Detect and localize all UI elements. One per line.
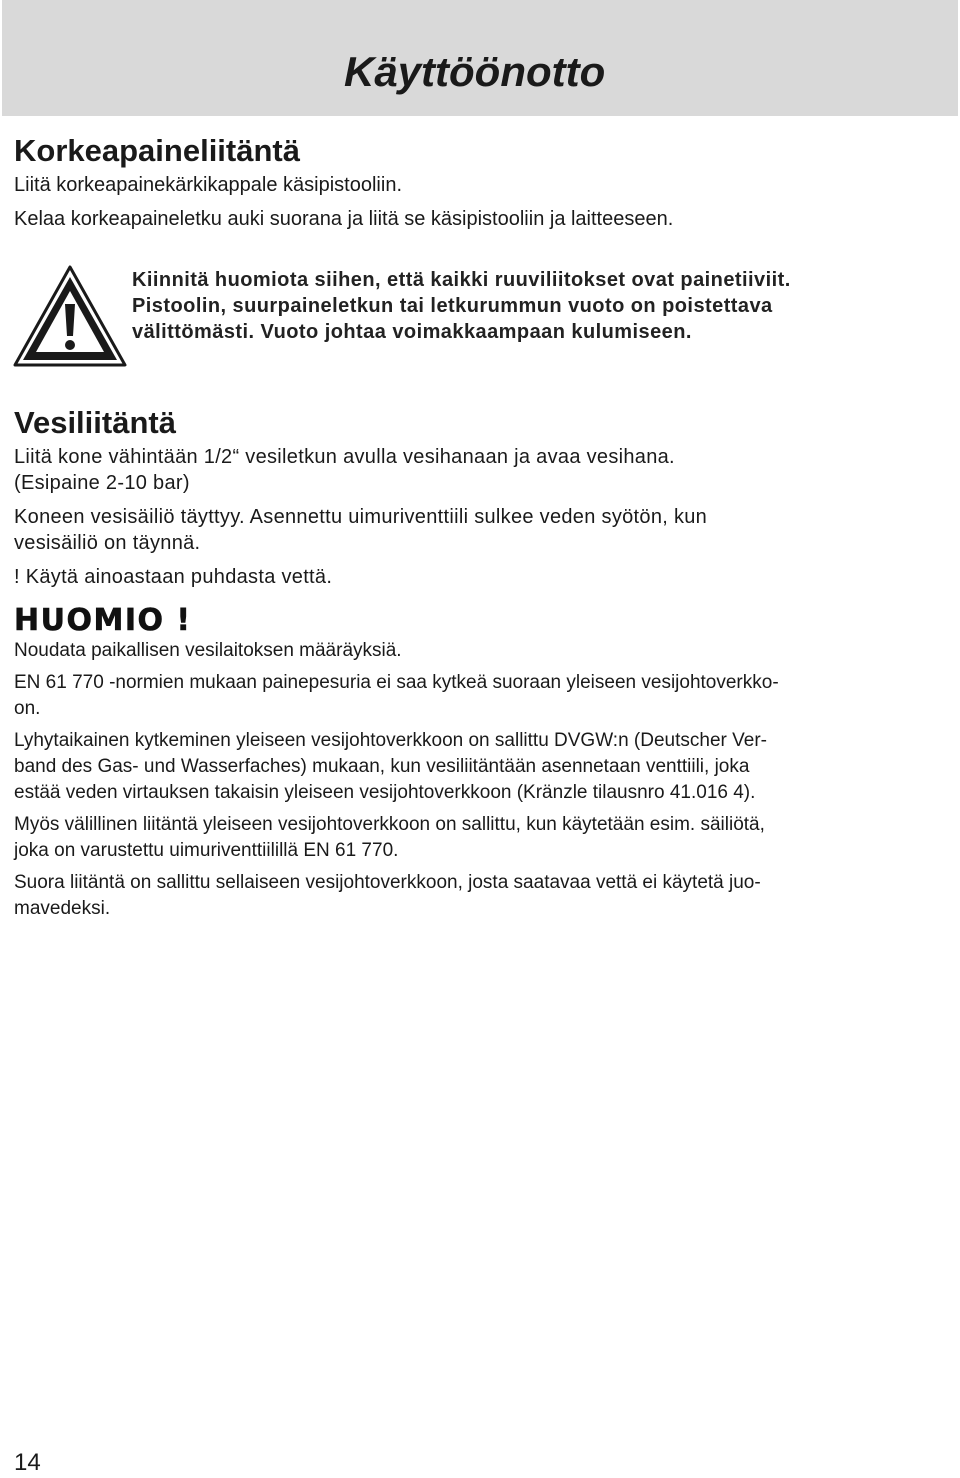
paragraph: Suora liitäntä on sallittu sellaiseen vesijohtoverkkoon, josta saatavaa vettä ei käytetä juo-: [14, 872, 761, 893]
warning-triangle-icon: [12, 264, 128, 368]
paragraph: Lyhytaikainen kytkeminen yleiseen vesijohtoverkkoon on sallittu DVGW:n (Deutscher Ver-: [14, 730, 767, 751]
paragraph: on.: [14, 698, 41, 719]
paragraph: EN 61 770 -normien mukaan painepesuria ei saa kytkeä suoraan yleiseen vesijohtoverkko-: [14, 672, 779, 693]
paragraph: joka on varustettu uimuriventtiilillä EN 61 770.: [14, 840, 399, 861]
warning-line: välittömästi. Vuoto johtaa voimakkaampaan kulumiseen.: [132, 321, 692, 343]
paragraph: Liitä kone vähintään 1/2“ vesiletkun avulla vesihanaan ja avaa vesihana.: [14, 446, 675, 468]
page-content: [14, 130, 944, 922]
paragraph: ! Käytä ainoastaan puhdasta vettä.: [14, 566, 333, 588]
paragraph: Myös välillinen liitäntä yleiseen vesijohtoverkkoon on sallittu, kun käytetään esim. säiliötä,: [14, 814, 765, 835]
paragraph: Noudata paikallisen vesilaitoksen määräyksiä.: [14, 640, 402, 661]
paragraph: Kelaa korkeapaineletku auki suorana ja liitä se käsipistooliin ja laitteeseen.: [14, 208, 674, 230]
paragraph: vesisäiliö on täynnä.: [14, 532, 201, 554]
paragraph: (Esipaine 2-10 bar): [14, 472, 190, 494]
paragraph: Koneen vesisäiliö täyttyy. Asennettu uimuriventtiili sulkee veden syötön, kun: [14, 506, 708, 528]
page-number: 14: [14, 1449, 41, 1476]
section-title-huomio: HUOMIO !: [14, 603, 192, 638]
warning-text: [132, 267, 942, 345]
paragraph: estää veden virtauksen takaisin yleiseen vesijohtoverkkoon (Kränzle tilausnro 41.016 4).: [14, 782, 756, 803]
warning-line: Pistoolin, suurpaineletkun tai letkurummun vuoto on poistettava: [132, 295, 773, 317]
paragraph: Liitä korkeapainekärkikappale käsipistooliin.: [14, 174, 402, 196]
paragraph: mavedeksi.: [14, 898, 111, 919]
section-title-vesi: Vesiliitäntä: [14, 405, 176, 440]
section-title-korkeapaine: Korkeapaineliitäntä: [14, 133, 300, 168]
paragraph: band des Gas- und Wasserfaches) mukaan, kun vesiliitäntään asennetaan venttiili, joka: [14, 756, 750, 777]
huomio-body: [14, 638, 944, 922]
warning-line: Kiinnitä huomiota siihen, että kaikki ruuviliitokset ovat painetiiviit.: [132, 269, 791, 291]
page-title: Käyttöönotto: [344, 48, 606, 95]
warning-block: [14, 264, 944, 368]
